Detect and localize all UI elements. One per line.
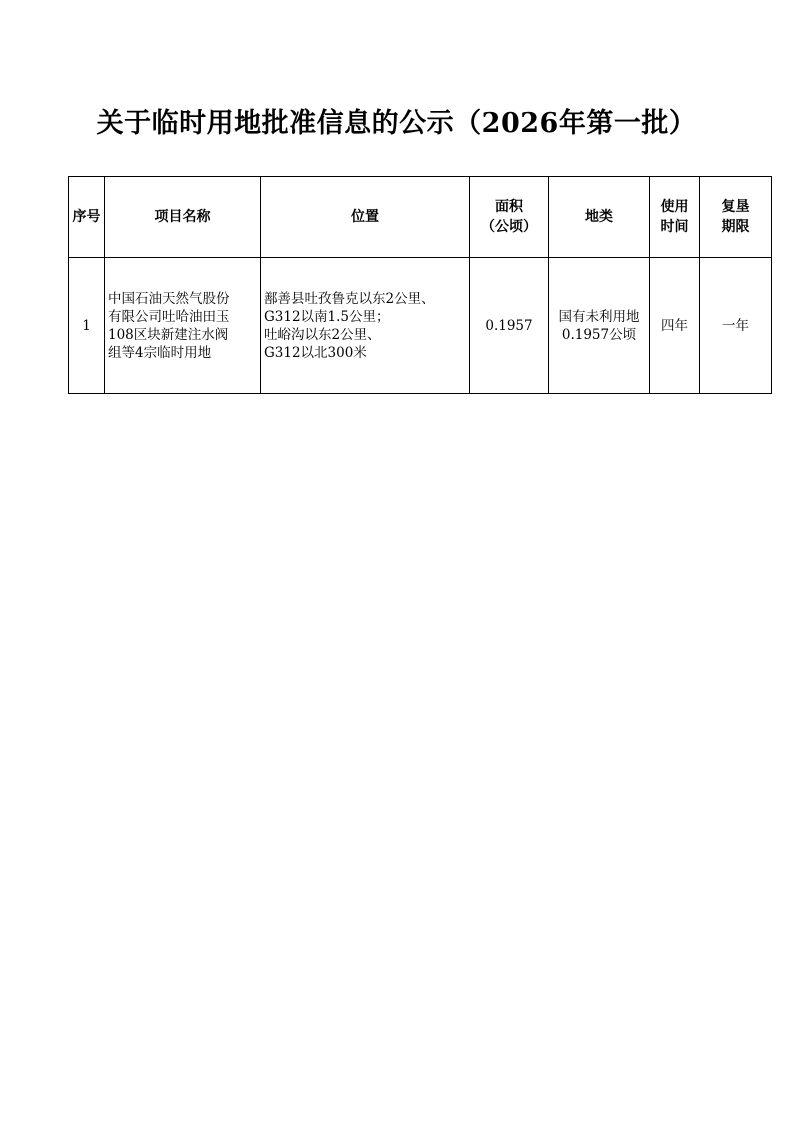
header-usage-time xyxy=(650,177,700,258)
location-line: G312以南1.5公里； xyxy=(264,308,390,325)
approval-table xyxy=(68,176,772,394)
header-reclaim-period xyxy=(700,177,772,258)
header-area-line1: 面积 xyxy=(495,199,523,215)
page-title: 关于临时用地批准信息的公示（2026年第一批） xyxy=(96,108,697,139)
header-area-line2: （公顷） xyxy=(481,219,537,235)
table-header-row xyxy=(69,177,772,258)
cell-seq: 1 xyxy=(69,258,105,394)
location-line: 吐峪沟以东2公里、 xyxy=(264,326,381,343)
cell-land-type xyxy=(549,258,650,394)
cell-usage-time: 四年 xyxy=(650,258,700,394)
header-reclaim-line1: 复垦 xyxy=(721,199,750,215)
header-reclaim-line2: 期限 xyxy=(721,219,750,235)
header-usage-line2: 时间 xyxy=(660,219,689,235)
cell-reclaim-period: 一年 xyxy=(700,258,772,394)
header-project-name: 项目名称 xyxy=(105,177,261,258)
header-land-type: 地类 xyxy=(549,177,650,258)
project-name-line: 中国石油天然气股份 xyxy=(108,290,230,307)
table-row xyxy=(69,258,772,394)
header-usage-line1: 使用 xyxy=(660,199,689,215)
land-type-line: 0.1957公顷 xyxy=(561,326,637,343)
cell-area: 0.1957 xyxy=(470,258,549,394)
land-type-line: 国有未利用地 xyxy=(558,308,640,325)
header-location: 位置 xyxy=(261,177,470,258)
header-seq: 序号 xyxy=(69,177,105,258)
header-area xyxy=(470,177,549,258)
location-line: G312以北300米 xyxy=(264,344,367,361)
cell-project-name xyxy=(105,258,261,394)
location-line: 鄯善县吐孜鲁克以东2公里、 xyxy=(264,290,435,307)
project-name-line: 108区块新建注水阀 xyxy=(108,326,229,343)
project-name-line: 组等4宗临时用地 xyxy=(108,344,212,361)
cell-location xyxy=(261,258,470,394)
project-name-line: 有限公司吐哈油田玉 xyxy=(108,308,230,325)
